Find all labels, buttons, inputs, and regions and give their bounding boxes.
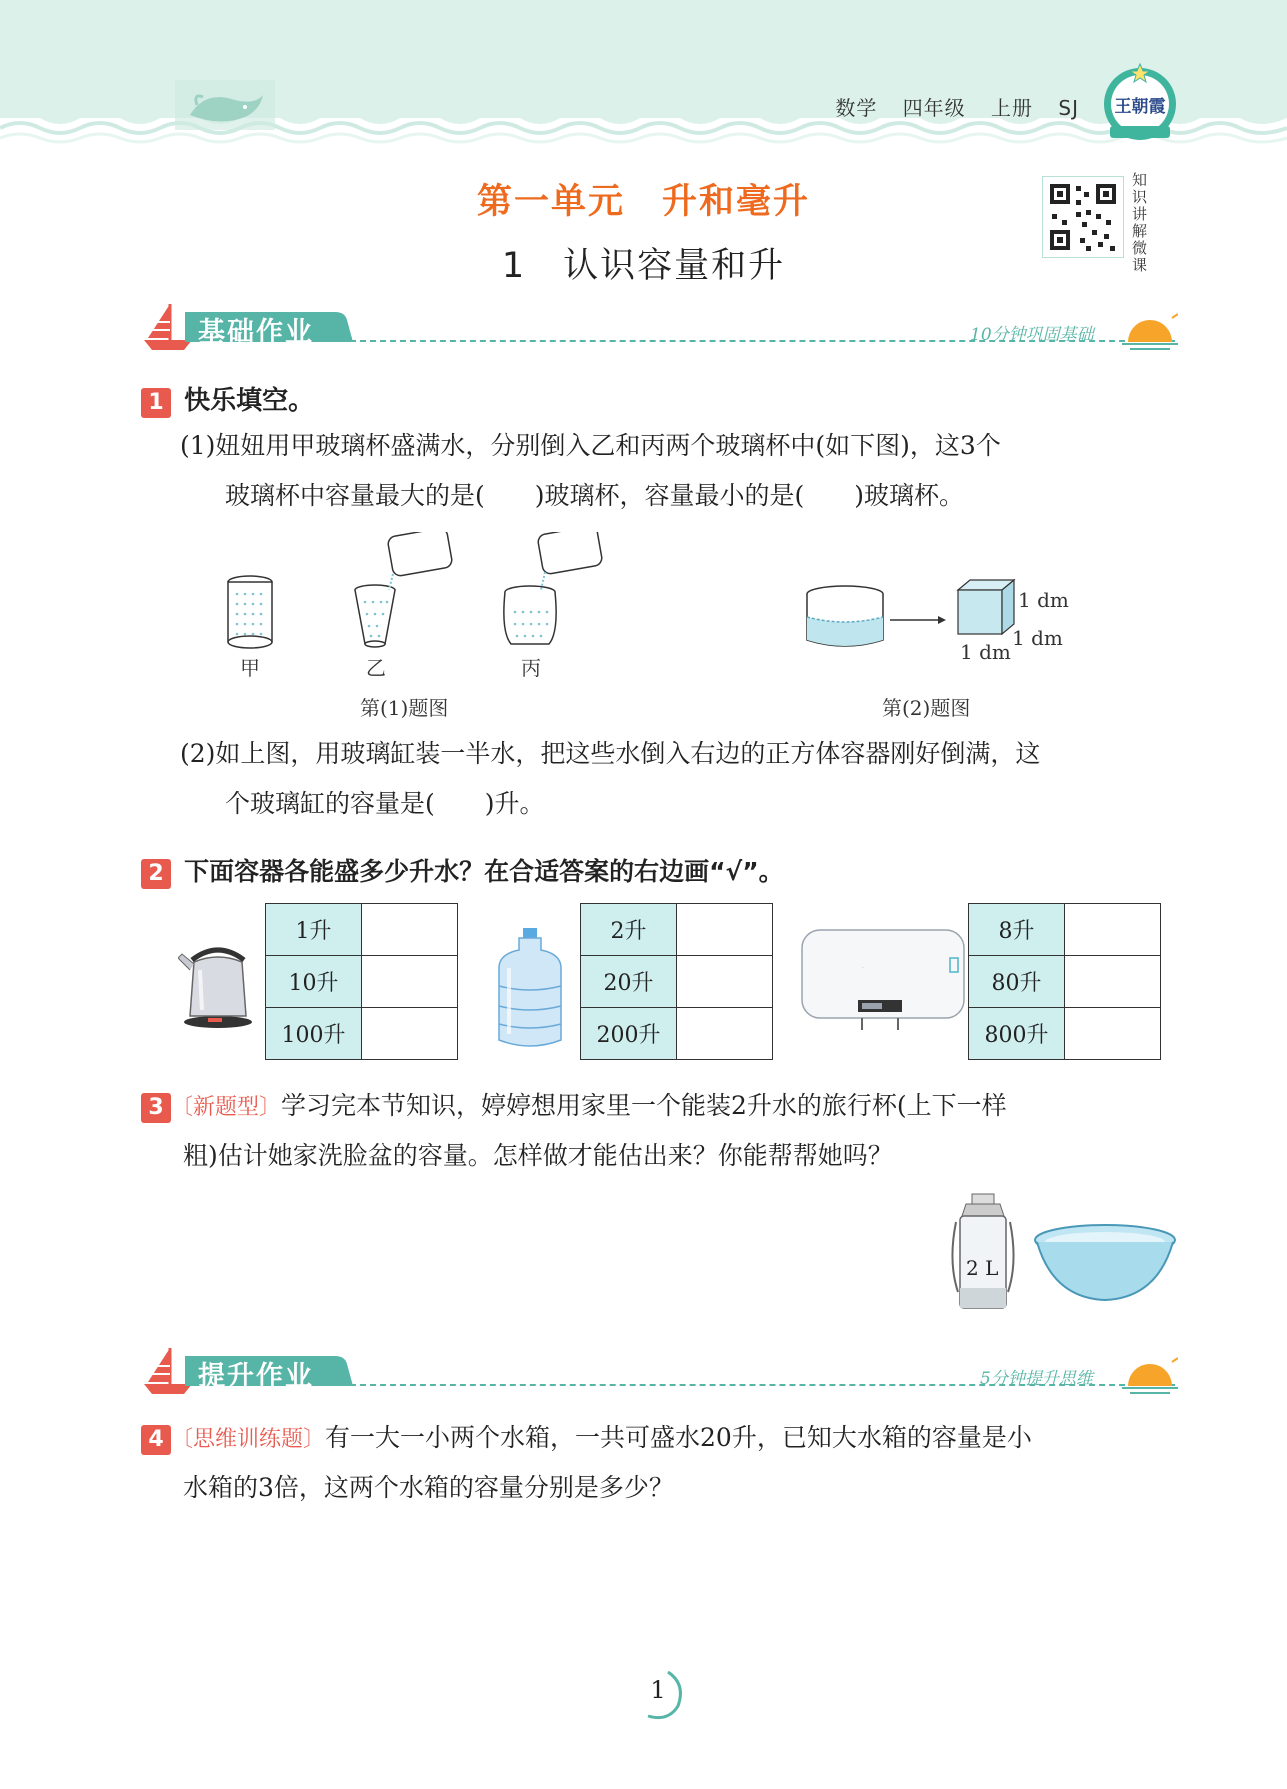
grade-label: 四年级 (902, 96, 966, 120)
cube-dim-bottom: 1 dm (960, 640, 1011, 664)
glass-jia-icon (228, 576, 272, 648)
glass-tank-icon (807, 586, 883, 646)
qr-label: 知识讲解微课 (1132, 171, 1148, 274)
answer-table-jug (580, 903, 773, 1060)
question-2-title: 下面容器各能盛多少升水？在合适答案的右边画“√”。 (184, 857, 784, 886)
option-cell: 2升 (581, 904, 677, 956)
section-basic-label: 基础作业 (198, 317, 314, 348)
option-cell: 20升 (581, 956, 677, 1008)
book-meta (817, 92, 1079, 121)
sunrise-icon (1122, 1356, 1178, 1396)
option-cell: 80升 (969, 956, 1065, 1008)
check-cell[interactable] (1065, 956, 1161, 1008)
brand-logo (1100, 62, 1180, 142)
check-cell[interactable] (677, 956, 773, 1008)
question-1-header (141, 380, 314, 418)
option-cell: 8升 (969, 904, 1065, 956)
water-jug-icon (495, 928, 565, 1053)
page-number: 1 (650, 1676, 666, 1704)
kettle-icon (178, 940, 260, 1030)
question-number-badge: 2 (141, 859, 171, 889)
subject-label: 数学 (835, 96, 878, 120)
question-3-line2: 粗)估计她家洗脸盆的容量。怎样做才能估出来？你能帮帮她吗？ (183, 1141, 893, 1170)
question-1-title: 快乐填空。 (184, 386, 315, 416)
wash-basin-icon (1033, 1222, 1178, 1304)
figure-1-glasses (215, 532, 615, 682)
check-cell[interactable] (1065, 1008, 1161, 1060)
cube-container-icon (958, 580, 1014, 634)
section-advanced-label: 提升作业 (198, 1361, 314, 1392)
check-cell[interactable] (1065, 904, 1161, 956)
q1-part2-line2: 个玻璃缸的容量是( )升。 (225, 789, 545, 818)
section-advanced-hint: 5分钟提升思维 (980, 1369, 1093, 1389)
option-cell: 800升 (969, 1008, 1065, 1060)
glass-bing-icon (504, 532, 603, 644)
cube-dim-side: 1 dm (1012, 626, 1063, 650)
lesson-title: 1 认识容量和升 (501, 246, 786, 286)
check-cell[interactable] (677, 904, 773, 956)
question-3-line1 (141, 1080, 1007, 1134)
section-basic-bar (0, 302, 1287, 366)
question-number-badge: 3 (141, 1093, 171, 1123)
volume-label: 上册 (991, 96, 1034, 120)
question-4-line1 (141, 1412, 1032, 1466)
travel-cup-icon (950, 1192, 1020, 1314)
check-cell[interactable] (677, 1008, 773, 1060)
edition-label: SJ (1058, 96, 1079, 120)
glass-yi-icon (355, 532, 453, 647)
question-tag: 〔思维训练题〕 (171, 1427, 326, 1452)
check-cell[interactable] (362, 904, 458, 956)
q1-part2-line1: (2)如上图，用玻璃缸装一半水，把这些水倒入右边的正方体容器刚好倒满，这 (180, 739, 1041, 768)
question-4-text-1: 有一大一小两个水箱，一共可盛水20升，已知大水箱的容量是小 (325, 1423, 1032, 1452)
water-heater-icon (800, 928, 966, 1033)
section-advanced-bar (0, 1346, 1287, 1410)
question-number-badge: 1 (141, 388, 171, 418)
question-4-line2: 水箱的3倍，这两个水箱的容量分别是多少？ (183, 1473, 674, 1502)
glass-label-jia: 甲 (240, 656, 260, 680)
sunrise-icon (1122, 312, 1178, 352)
travel-cup-label: 2 L (966, 1256, 999, 1280)
svg-text:.: . (862, 963, 864, 970)
answer-table-kettle (265, 903, 458, 1060)
figure-1-caption: 第(1)题图 (360, 696, 449, 720)
unit-title: 第一单元 升和毫升 (476, 182, 810, 222)
check-cell[interactable] (362, 956, 458, 1008)
q1-part1-line1: (1)妞妞用甲玻璃杯盛满水，分别倒入乙和丙两个玻璃杯中(如下图)，这3个 (180, 431, 1001, 460)
cube-dim-top: 1 dm (1018, 588, 1069, 612)
section-basic-hint: 10分钟巩固基础 (970, 325, 1094, 345)
glass-label-yi: 乙 (366, 656, 386, 680)
arrow-right-icon (890, 616, 946, 624)
question-2-header (141, 852, 784, 889)
whale-icon (175, 75, 275, 130)
option-cell: 200升 (581, 1008, 677, 1060)
option-cell: 10升 (266, 956, 362, 1008)
check-cell[interactable] (362, 1008, 458, 1060)
question-number-badge: 4 (141, 1425, 171, 1455)
question-tag: 〔新题型〕 (171, 1095, 282, 1120)
option-cell: 1升 (266, 904, 362, 956)
answer-table-heater (968, 903, 1161, 1060)
question-3-text-1: 学习完本节知识，婷婷想用家里一个能装2升水的旅行杯(上下一样 (281, 1091, 1007, 1120)
logo-text: 王朝霞 (1114, 97, 1166, 117)
option-cell: 100升 (266, 1008, 362, 1060)
glass-label-bing: 丙 (521, 656, 541, 680)
figure-2-caption: 第(2)题图 (882, 696, 971, 720)
q1-part1-line2: 玻璃杯中容量最大的是( )玻璃杯，容量最小的是( )玻璃杯。 (225, 481, 965, 510)
